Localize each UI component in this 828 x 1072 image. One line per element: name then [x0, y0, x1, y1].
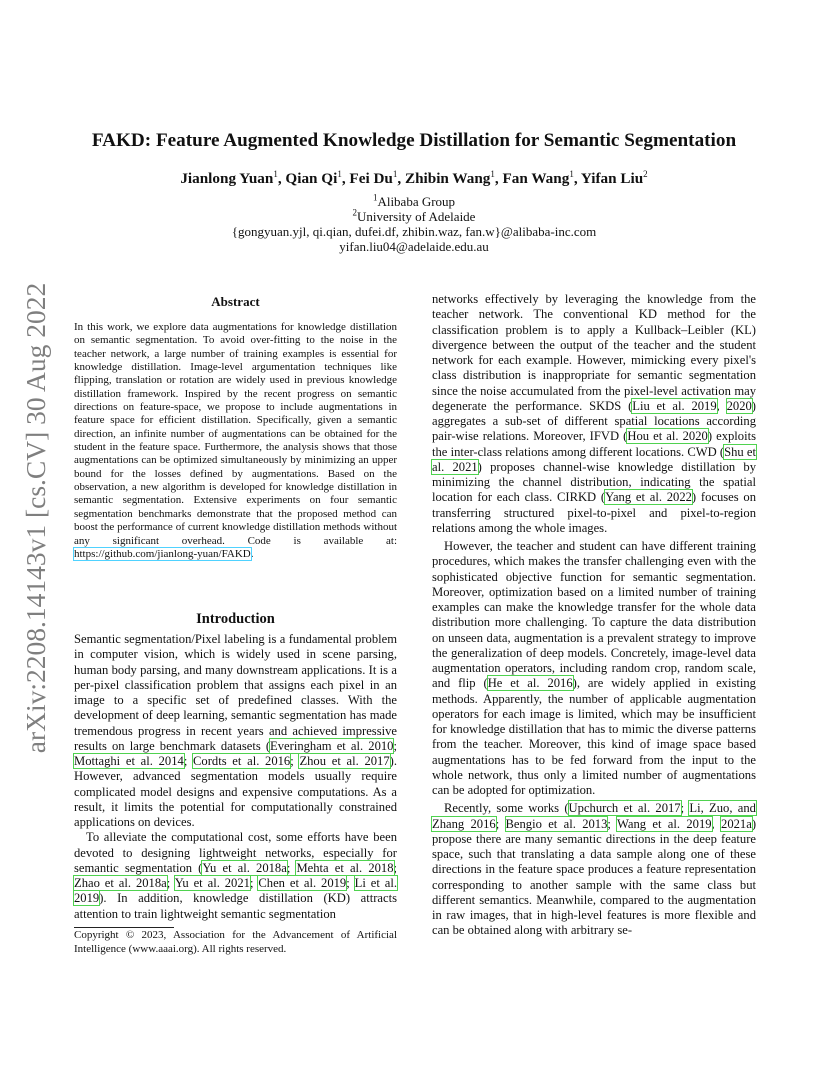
author-name: Fan Wang: [502, 170, 570, 187]
paragraph-text: ) proposes channel-wise knowledge distillation by minimizing the channel distribution, indicating the spatial location for each class. CIRKD (: [432, 459, 756, 505]
citation-link[interactable]: Shu et al. 2021: [432, 444, 756, 474]
citation-link[interactable]: Liu et al. 2019: [632, 398, 717, 413]
paragraph-text: ;: [607, 816, 617, 831]
author-name: Yifan Liu: [580, 170, 644, 187]
intro-paragraph-3: [432, 292, 756, 536]
paragraph-text: ;: [346, 876, 355, 890]
citation-link[interactable]: Upchurch et al. 2017: [568, 801, 681, 816]
paragraph-text: ) focuses on transferring structured pixel-to-pixel and pixel-to-region relations among the whole images.: [432, 490, 756, 535]
author-emails-1: {gongyuan.yjl, qi.qian, dufei.df, zhibin.waz, fan.w}@alibaba-inc.com: [231, 224, 597, 239]
author-affiliation-marker: 1: [490, 168, 495, 179]
author-affiliation-marker: 2: [643, 168, 648, 179]
abstract-heading: Abstract: [211, 294, 260, 309]
paragraph-text: ;: [183, 754, 194, 768]
paragraph-text: ;: [286, 860, 297, 875]
author-separator: ,: [277, 170, 286, 187]
paragraph-text: To alleviate the computational cost, some efforts have been devoted to designing lightweight networks, especially for semantic segmentation (: [74, 830, 397, 875]
affiliation-2: [0, 209, 828, 225]
paragraph-text: ;: [495, 816, 506, 831]
intro-paragraph-4: [432, 539, 756, 798]
introduction-section: [74, 611, 397, 922]
affiliation-1: [0, 194, 828, 210]
affiliation-1-marker: 1: [372, 192, 378, 203]
paragraph-text: Semantic segmentation/Pixel labeling is a fundamental problem in computer vision, which is widely used in scene parsing, human body parsing, and many downstream applications. It is a per-pixel classification problem that assigns each pixel in an image to a specific set of predefined classes. With the development of deep learning, semantic segmentation has made tremendous progress in recent years and achieved impressive results on large benchmark datasets (: [74, 632, 397, 753]
author-name: Qian Qi: [285, 170, 338, 187]
citation-link[interactable]: Yang et al. 2022: [605, 490, 692, 505]
paragraph-text: ,: [711, 816, 722, 831]
code-url-link[interactable]: https://github.com/jianlong-yuan/FAKD: [74, 547, 251, 560]
citation-link[interactable]: Bengio et al. 2013: [505, 816, 608, 831]
affiliation-2-name: University of Adelaide: [357, 209, 476, 224]
citation-link[interactable]: Chen et al. 2019: [258, 876, 347, 890]
author-affiliation-marker: 1: [569, 168, 574, 179]
paragraph-text: ;: [290, 754, 300, 768]
paragraph-text: ) propose there are many semantic directions in the deep feature space, such that translating a data sample along one of these directions in the feature space produces a feature representation corresponding to another sample with the same class but different semantics. Meanwhile, compared to the augmentation in raw images, that in high-level features is more flexible and can be obtained along with arbitrary se-: [432, 816, 757, 938]
author-emails-2: yifan.liu04@adelaide.edu.au: [339, 239, 489, 254]
intro-paragraph-1: [74, 632, 397, 830]
paragraph-text: ;: [680, 801, 690, 816]
citation-link[interactable]: Li et al. 2019: [74, 876, 397, 906]
paragraph-text: ). However, advanced segmentation models usually require complicated model designs and expensive computations. As a result, it limits the potential for computationally constrained applications on devices.: [74, 754, 397, 829]
citation-link[interactable]: 2020: [726, 398, 752, 413]
right-column: [432, 292, 756, 939]
citation-link[interactable]: Li, Zuo, and Zhang 2016: [432, 801, 756, 831]
arxiv-sidebar-stamp: [14, 278, 58, 758]
paragraph-text: ;: [166, 876, 175, 890]
citation-link[interactable]: He et al. 2016: [487, 676, 573, 691]
author-name: Jianlong Yuan: [180, 170, 274, 187]
author-affiliation-marker: 1: [337, 168, 342, 179]
citation-link[interactable]: Yu et al. 2018a: [202, 860, 287, 875]
abstract-text: In this work, we explore data augmentations for knowledge distillation on semantic segmentation. To avoid over-fitting to the noise in the teacher network, a large number of training examples is essential for knowledge distillation. Image-level argumentation techniques like flipping, translation or rotation are widely used in previous knowledge distillation framework. Inspired by the recent progress on semantic directions on feature-space, we propose to include augmentations in feature space for efficient distillation. Specifically, given a semantic direction, an infinite number of augmentations can be obtained for the student in the feature space. Furthermore, the analysis shows that those augmentations can be optimized simultaneously by minimizing an upper bound for the losses defined by augmentations. Based on the observation, a new algorithm is developed for knowledge distillation in semantic segmentation. Extensive experiments on four semantic segmentation benchmarks demonstrate that the proposed method can boost the performance of current knowledge distillation methods without any significant overhead. Code is available at: https://github.com/jianlong-yuan/FAKD.: [74, 321, 397, 560]
paragraph-text: networks effectively by leveraging the knowledge from the teacher network. The conventional KD method for the classification problem is to apply a Kullback–Leibler (KL) divergence between the output of the teacher and the student network for each example. However, mimicking every pixel's class distribution is inappropriate for semantic segmentation since the noise accumulated from the pixel-level activation may degenerate the performance. SKDS (: [432, 292, 756, 413]
abstract-section: [74, 294, 397, 561]
paragraph-text: ;: [249, 876, 259, 890]
author-separator: ,: [341, 170, 350, 187]
author-affiliation-marker: 1: [392, 168, 398, 179]
paragraph-text: However, the teacher and student can have different training procedures, which makes the transfer challenging even with the sophisticated objective function for semantic segmentation. Moreover, optimization based on a limited number of training examples can make the knowledge transfer for the whole data distribution more challenging. To capture the data distribution on unseen data, augmentation is a prevalent strategy to improve the generalization of deep models. Concretely, image-level data augmentation operators, including random crop, random scale, and flip (: [432, 539, 756, 691]
affiliation-2-marker: 2: [352, 207, 358, 218]
citation-link[interactable]: Yu et al. 2021: [174, 876, 250, 890]
author-separator: ,: [494, 170, 503, 187]
paragraph-text: ). In addition, knowledge distillation (KD) attracts attention to train lightweight semantic segmentation: [74, 891, 397, 921]
citation-link[interactable]: Wang et al. 2019: [617, 816, 712, 831]
citation-link[interactable]: Cordts et al. 2016: [193, 754, 291, 768]
paragraph-text: ;: [393, 738, 397, 753]
author-separator: ,: [573, 170, 581, 187]
author-name: Fei Du: [349, 170, 393, 187]
paragraph-text: ,: [716, 398, 727, 413]
paragraph-text: ) aggregates a sub-set of different spatial locations according pair-wise relations. Moreover, IFVD (: [432, 398, 756, 444]
paper-title: FAKD: Feature Augmented Knowledge Distillation for Semantic Segmentation: [91, 130, 737, 151]
citation-link[interactable]: Zhou et al. 2017: [299, 754, 390, 768]
author-affiliation-marker: 1: [273, 168, 278, 179]
citation-link[interactable]: Mottaghi et al. 2014: [74, 754, 184, 768]
footnote-rule: [74, 927, 174, 928]
paragraph-text: ;: [393, 860, 398, 875]
author-name: Zhibin Wang: [404, 170, 491, 187]
paragraph-text: Recently, some works (: [444, 801, 569, 816]
paragraph-text: ), are widely applied in existing methods. Apparently, the number of applicable augmentation operators for each image is limited, which may be insufficient for knowledge distillation that has to mimic the diverse patterns from the teacher. Moreover, this kind of image space based augmentations has to be fed forward from the input to the whole network, thus only a limited number of augmentations can be adopted for optimization.: [432, 676, 756, 797]
affiliation-1-name: Alibaba Group: [377, 194, 456, 209]
intro-paragraph-5: [432, 801, 756, 938]
citation-link[interactable]: Mehta et al. 2018: [296, 860, 394, 875]
citation-link[interactable]: Everingham et al. 2010: [270, 738, 394, 753]
author-list: [0, 170, 828, 188]
introduction-heading: Introduction: [196, 611, 275, 627]
paragraph-text: ) exploits the inter-class relations among different locations. CWD (: [432, 429, 756, 459]
arxiv-identifier: arXiv:2208.14143v1 [cs.CV] 30 Aug 2022: [20, 282, 51, 754]
citation-link[interactable]: Hou et al. 2020: [627, 429, 708, 444]
intro-paragraph-2: [74, 830, 397, 922]
citation-link[interactable]: 2021a: [721, 816, 752, 831]
citation-link[interactable]: Zhao et al. 2018a: [74, 876, 167, 890]
author-separator: ,: [397, 170, 405, 187]
copyright-footnote: Copyright © 2023, Association for the Advancement of Artificial Intelligence (www.aaai.org). All rights reserved.: [74, 929, 397, 955]
